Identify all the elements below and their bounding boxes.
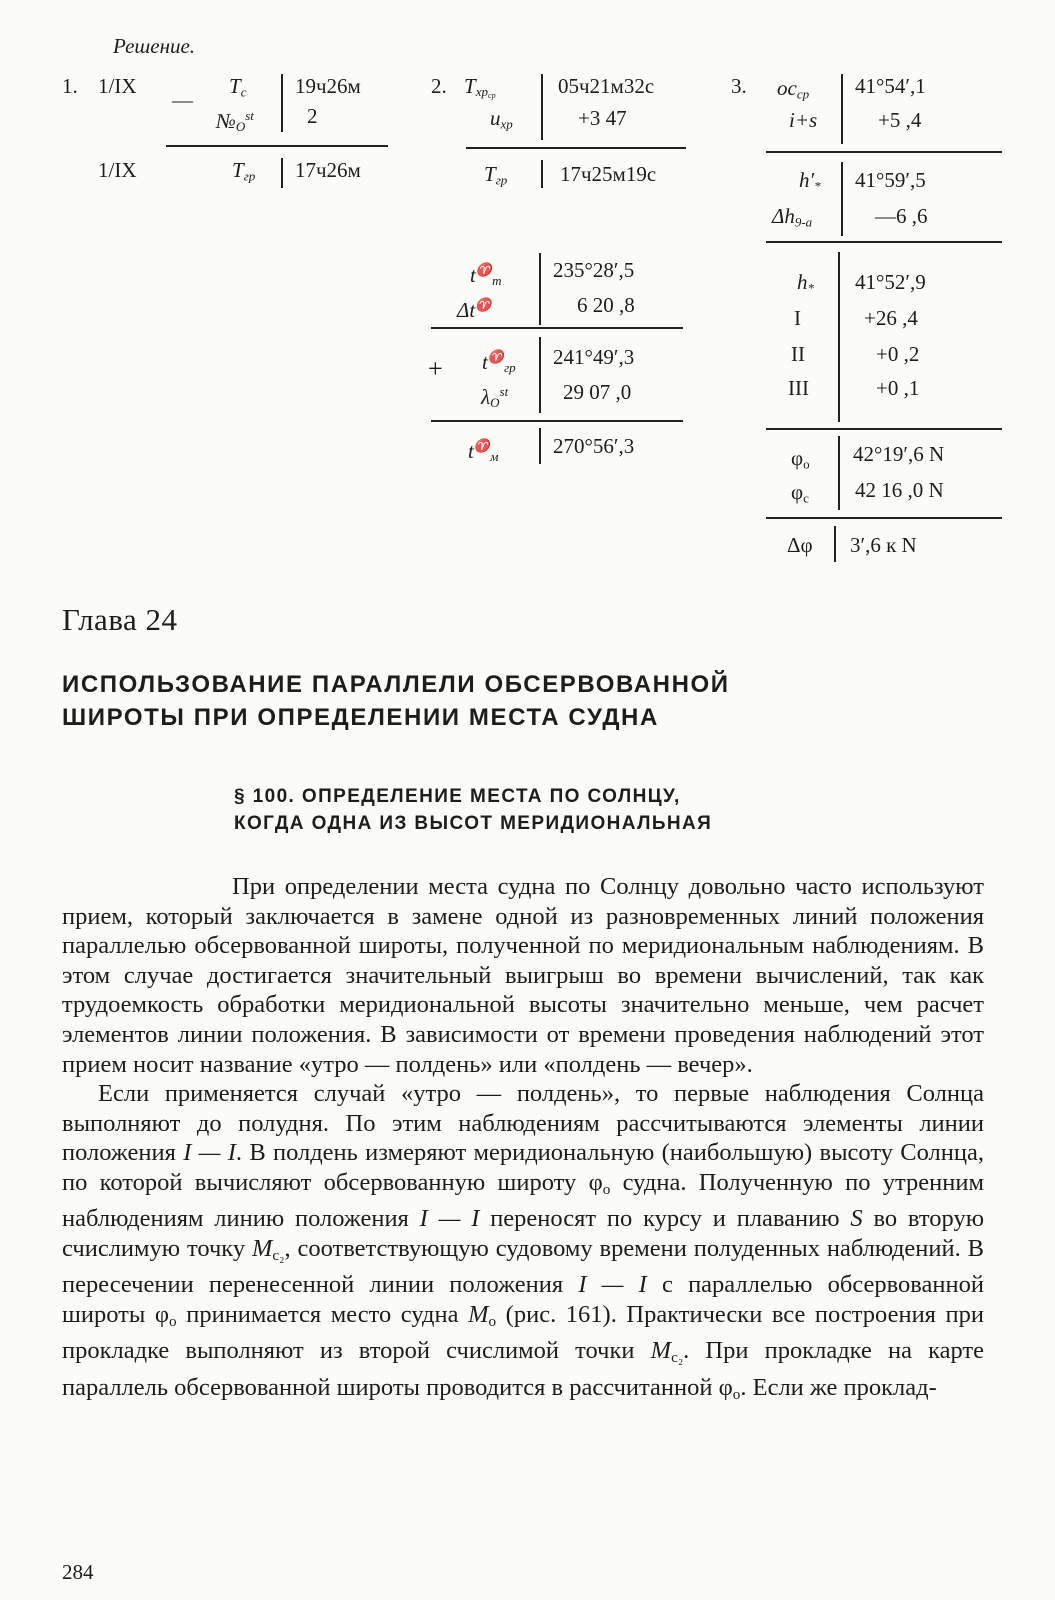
section-title-line-1: § 100. ОПРЕДЕЛЕНИЕ МЕСТА ПО СОЛНЦУ,: [234, 786, 681, 807]
calc2-dt-value: 6 20 ,8: [577, 293, 635, 317]
calc1-tgr-value: 17ч26м: [295, 158, 361, 182]
calc3-corr2-value: +0 ,2: [876, 342, 920, 366]
calc3-number: 3.: [731, 74, 747, 98]
calc3-divider-v4: [838, 436, 840, 510]
section-title-line-2: КОГДА ОДНА ИЗ ВЫСОТ МЕРИДИОНАЛЬНАЯ: [234, 813, 713, 834]
calc3-oc-label: $oc_{ср}$: [777, 76, 810, 102]
calc2-divider-v5: [539, 428, 541, 464]
calc2-divider-h3: [431, 420, 683, 422]
calc2-tgr2-value: 241°49′,3: [553, 345, 635, 369]
calc2-tgr-label: $T_{гр}$: [484, 162, 508, 188]
paragraph-1: При определении места судна по Солнцу довольно часто используют прием, который заключается в замене одной из разновременных линий положения параллелью обсервованной широты, полученной по меридиональным наблюдениям. В этом случае достигается значительный выигрыш во времени вычислений, так как трудоемкость обработки меридиональной высоты значительно меньше, чем расчет элементов линии положения. В зависимости от времени проведения наблюдений этот прием носит название «утро — полдень» или «полдень — вечер».: [62, 873, 984, 1078]
calc3-h1-value: 41°59′,5: [855, 168, 926, 192]
calc1-divider-v2: [281, 158, 283, 188]
calc2-divider-v2: [541, 160, 543, 188]
calc2-divider-v3: [539, 253, 541, 325]
calc2-lambda-value: 29 07 ,0: [563, 380, 632, 404]
calc3-divider-v5: [834, 526, 836, 562]
body-text: [62, 872, 984, 1409]
calc3-phio-value: 42°19′,6 N: [853, 442, 945, 466]
calc3-oc-value: 41°54′,1: [855, 74, 926, 98]
calc2-divider-v4: [539, 337, 541, 413]
calc2-number: 2.: [431, 74, 447, 98]
calc3-divider-h2: [766, 241, 1002, 243]
calc2-lambda-label: $\lambda_O^{st}$: [481, 384, 509, 411]
calc1-number: 1.: [62, 74, 78, 98]
calc3-is-label: i+s: [789, 108, 818, 132]
calc1-tc-label: $T_c$: [229, 74, 247, 100]
calc1-divider-v1: [281, 74, 283, 132]
calc3-divider-v1: [841, 74, 843, 144]
calc3-phic-label: $\varphi_c$: [791, 480, 809, 506]
chapter-title: [62, 668, 1002, 734]
chapter-heading: Глава 24: [62, 602, 178, 637]
calc3-divider-h3: [766, 428, 1002, 430]
calc3-dphi-value: 3′,6 к N: [850, 533, 917, 557]
calc3-divider-h4: [766, 517, 1002, 519]
calc3-h2-label: $h_*$: [797, 270, 815, 296]
calc3-dh-value: —6 ,6: [875, 204, 928, 228]
section-title: [234, 783, 934, 837]
calc3-phio-label: $\varphi_o$: [791, 446, 810, 472]
calc2-uxp-label: $u_{хр}$: [490, 106, 513, 132]
calc1-date1: 1/IX: [98, 74, 137, 98]
calc2-tt-value: 235°28′,5: [553, 258, 635, 282]
calc2-txp-label: $T_{хр_{ср}}$: [464, 74, 496, 101]
calc2-divider-h1: [466, 147, 686, 149]
calc1-tc-value: 19ч26м: [295, 74, 361, 98]
calc2-plus: +: [428, 354, 443, 383]
calc2-tm-label: $t^♈_м$: [468, 438, 499, 465]
calc1-date2: 1/IX: [98, 158, 137, 182]
calc3-corr1-label: I: [794, 306, 801, 330]
calc2-divider-h2: [431, 327, 683, 329]
calc3-divider-v2: [841, 162, 843, 236]
calc2-divider-v1: [541, 74, 543, 140]
calc3-divider-h1: [766, 151, 1002, 153]
calc3-corr1-value: +26 ,4: [864, 306, 918, 330]
calc1-minus: —: [172, 88, 193, 112]
calc3-corr3-label: III: [788, 376, 809, 400]
calc3-corr3-value: +0 ,1: [876, 376, 920, 400]
page-number: 284: [62, 1560, 94, 1584]
calc1-n-label: $№_O^{st}$: [216, 108, 254, 135]
solution-label: Решение.: [113, 34, 196, 58]
calc2-tm-value: 270°56′,3: [553, 434, 635, 458]
calc3-is-value: +5 ,4: [878, 108, 922, 132]
chapter-title-line-2: ШИРОТЫ ПРИ ОПРЕДЕЛЕНИИ МЕСТА СУДНА: [62, 704, 659, 731]
calc1-tgr-label: $T_{гр}$: [232, 158, 256, 184]
calc2-dt-label: Δt♈: [457, 297, 492, 322]
calc1-divider-h: [166, 145, 388, 147]
calc3-h2-value: 41°52′,9: [855, 270, 926, 294]
calc3-h1-label: $h'_*$: [799, 168, 821, 194]
calc2-uxp-value: +3 47: [578, 106, 627, 130]
paragraph-2: Если применяется случай «утро — полдень», то первые наблюдения Солнца выполняют до полудня. По этим наблюдениям рассчитываются элементы линии положения I — I. В полдень измеряют меридиональную (наибольшую) высоту Солнца, по которой вычисляют обсервованную широту $\varphi_o$ судна. Полученную по утренним наблюдениям линию положения I — I переносят по курсу и плаванию S во вторую счислимую точку $M_{c_2}$, соответствующую судовому времени полуденных наблюдений. В пересечении перенесенной линии положения I — I с параллелью обсервованной широты $\varphi_o$ принимается место судна $M_o$ (рис. 161). Практически все построения при прокладке выполняют из второй счислимой точки $M_{c_2}$. При прокладке на карте параллель обсервованной широты проводится в рассчитанной $\varphi_o$. Если же проклад-: [62, 1080, 985, 1403]
calc3-dphi-label: Δφ: [787, 533, 813, 557]
calc2-tt-label: $t^♈_т$: [470, 262, 502, 289]
calc1-n-value: 2: [307, 104, 318, 128]
calc3-corr2-label: II: [791, 342, 805, 366]
calc3-phic-value: 42 16 ,0 N: [855, 478, 944, 502]
calc3-dh-label: $\Delta h_{9-a}$: [772, 204, 813, 230]
calc3-divider-v3: [838, 252, 840, 422]
calc2-txp-value: 05ч21м32с: [558, 74, 655, 98]
calc2-tgr2-label: $t^♈_{гр}$: [482, 349, 516, 376]
calc2-tgr-value: 17ч25м19с: [560, 162, 657, 186]
chapter-title-line-1: ИСПОЛЬЗОВАНИЕ ПАРАЛЛЕЛИ ОБСЕРВОВАННОЙ: [62, 671, 730, 698]
